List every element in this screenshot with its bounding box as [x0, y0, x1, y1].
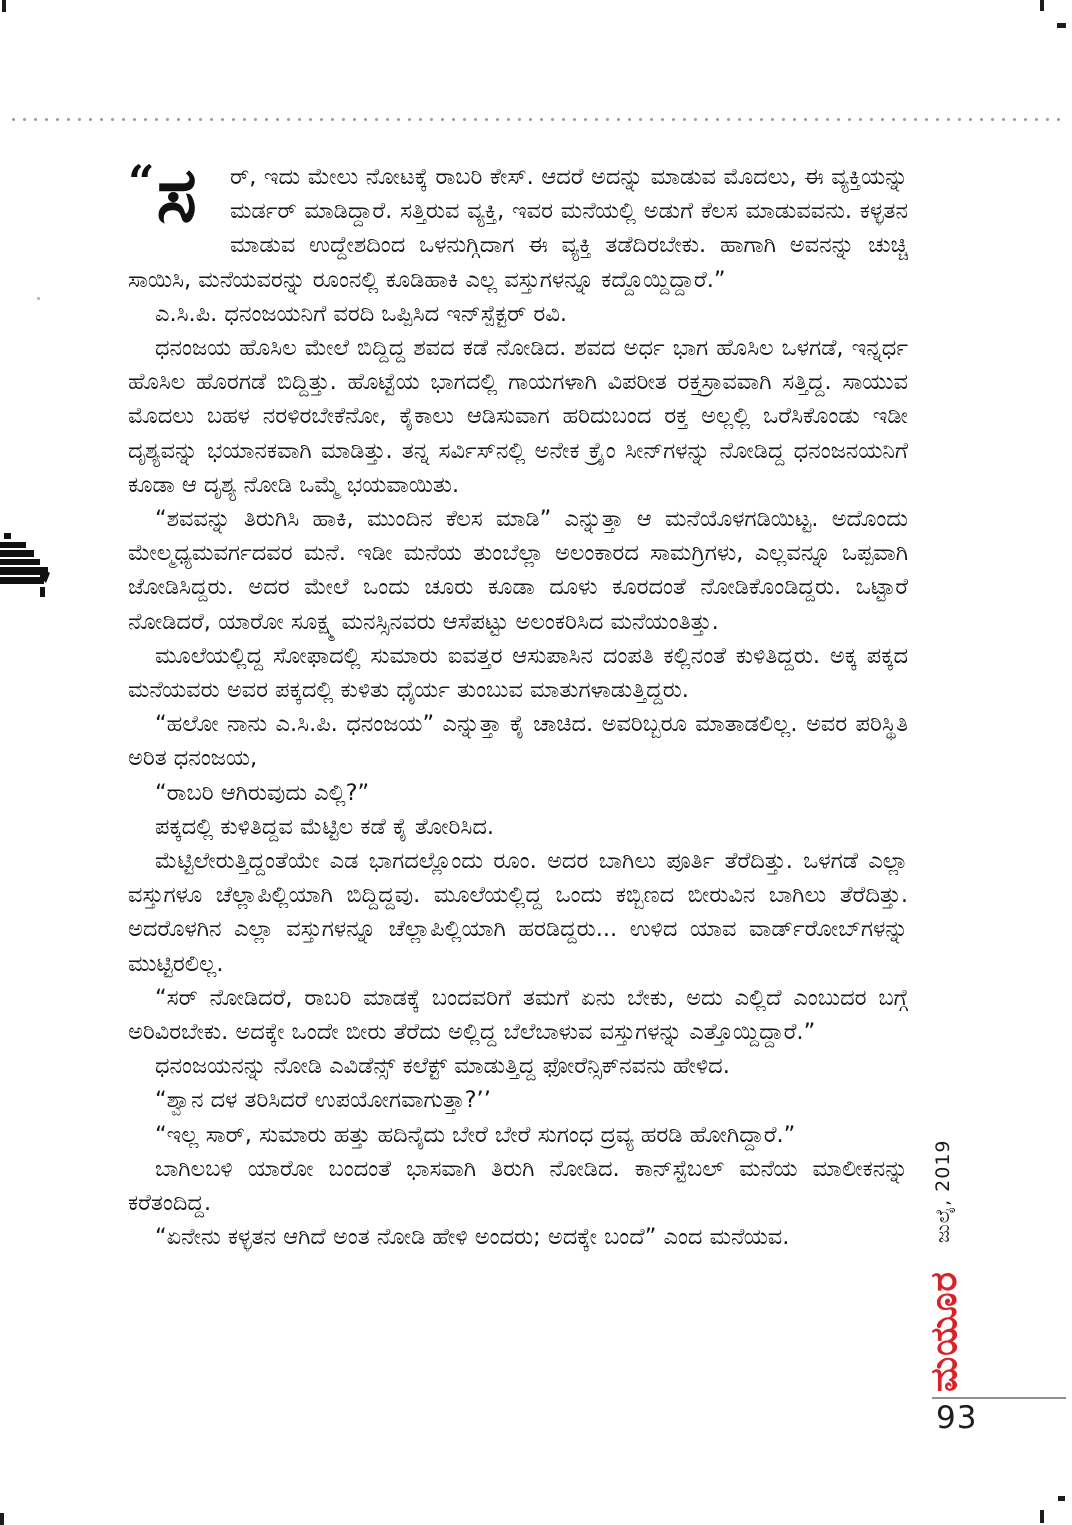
- registration-dash-right-top: [1057, 23, 1066, 28]
- paragraph: ಬಾಗಿಲಬಳಿ ಯಾರೋ ಬಂದಂತೆ ಭಾಸವಾಗಿ ತಿರುಗಿ ನೋಡಿದ. ಕಾನ್‌ಸ್ಟೆಬಲ್ ಮನೆಯ ಮಾಲೀಕನನ್ನು ಕರೆತಂದಿದ್ದ.: [128, 1155, 908, 1217]
- margin-ornament-icon: [0, 533, 52, 603]
- crop-mark-top-right: [1040, 0, 1044, 11]
- dotted-separator-rule: [8, 117, 1066, 122]
- paragraph: “ಸರ್ ನೋಡಿದರೆ, ರಾಬರಿ ಮಾಡಕ್ಕೆ ಬಂದವರಿಗೆ ತಮಗೆ ಏನು ಬೇಕು, ಅದು ಎಲ್ಲಿದೆ ಎಂಬುದರ ಬಗ್ಗೆ ಅರಿವಿರಬೇಕು. ಅದಕ್ಕೇ ಒಂದೇ ಬೀರು ತೆರೆದು ಅಲ್ಲಿದ್ದ ಬೆಲೆಬಾಳುವ ವಸ್ತುಗಳನ್ನು ಎತ್ತೊಯ್ದಿದ್ದಾರೆ.”: [128, 984, 908, 1046]
- paragraph: “ಏನೇನು ಕಳ್ಳತನ ಆಗಿದೆ ಅಂತ ನೋಡಿ ಹೇಳಿ ಅಂದರು; ಅದಕ್ಕೇ ಬಂದೆ” ಎಂದ ಮನೆಯವ.: [155, 1224, 790, 1251]
- paragraph: ಪಕ್ಕದಲ್ಲಿ ಕುಳಿತಿದ್ದವ ಮೆಟ್ಟಿಲ ಕಡೆ ಕೈ ತೋರಿಸಿದ.: [155, 813, 495, 840]
- paragraph: [128, 160, 908, 297]
- crop-mark-top-left: [2, 0, 6, 12]
- paragraph: “ಹಲೋ ನಾನು ಎ.ಸಿ.ಪಿ. ಧನಂಜಯ” ಎನ್ನುತ್ತಾ ಕೈ ಚಾಚಿದ. ಅವರಿಬ್ಬರೂ ಮಾತಾಡಲಿಲ್ಲ. ಅವರ ಪರಿಸ್ಥಿತಿ ಅರಿತ ಧನಂಜಯ,: [128, 711, 908, 772]
- opening-quote-mark: “: [128, 160, 153, 209]
- dropcap-letter: ಸ: [156, 160, 197, 239]
- lede-cap: [128, 160, 224, 239]
- paragraph: “ರಾಬರಿ ಆಗಿರುವುದು ಎಲ್ಲಿ?”: [155, 779, 370, 806]
- paragraph: ಧನಂಜಯ ಹೊಸಿಲ ಮೇಲೆ ಬಿದ್ದಿದ್ದ ಶವದ ಕಡೆ ನೋಡಿದ. ಶವದ ಅರ್ಧ ಭಾಗ ಹೊಸಿಲ ಒಳಗಡೆ, ಇನ್ನರ್ಧ ಹೊಸಿಲ ಹೊರಗಡೆ ಬಿದ್ದಿತ್ತು. ಹೊಟ್ಟೆಯ ಭಾಗದಲ್ಲಿ ಗಾಯಗಳಾಗಿ ವಿಪರೀತ ರಕ್ತಸ್ರಾವವಾಗಿ ಸತ್ತಿದ್ದ. ಸಾಯುವ ಮೊದಲು ಬಹಳ ನರಳಿರಬೇಕೆನೋ, ಕೈಕಾಲು ಆಡಿಸುವಾಗ ಹರಿದುಬಂದ ರಕ್ತ ಅಲ್ಲಲ್ಲಿ ಒರೆಸಿಕೊಂಡು ಇಡೀ ದೃಶ್ಯವನ್ನು ಭಯಾನಕವಾಗಿ ಮಾಡಿತ್ತು. ತನ್ನ ಸರ್ವಿಸ್‌ನಲ್ಲಿ ಅನೇಕ ಕ್ರೈಂ ಸೀನ್‌ಗಳನ್ನು ನೋಡಿದ್ದ ಧನಂಜನಯನಿಗೆ ಕೂಡಾ ಆ ದೃಶ್ಯ ನೋಡಿ ಒಮ್ಮೆ ಭಯವಾಯಿತು.: [128, 335, 908, 498]
- crop-mark-bottom-left: [0, 1513, 4, 1525]
- registration-dash-right-bottom: [1058, 1496, 1065, 1501]
- page-number: 93: [936, 1400, 978, 1436]
- paragraph: ಧನಂಜಯನನ್ನು ನೋಡಿ ಎವಿಡೆನ್ಸ್ ಕಲೆಕ್ಟ್ ಮಾಡುತ್ತಿದ್ದ ಫೋರೆನ್ಸಿಕ್‌ನವನು ಹೇಳಿದ.: [155, 1053, 730, 1080]
- magazine-masthead: ಮಯೂರ: [922, 1271, 965, 1392]
- article-body: [128, 160, 908, 1410]
- paragraph: “ಶ್ವಾನ ದಳ ತರಿಸಿದರೆ ಉಪಯೋಗವಾಗುತ್ತಾ?’’: [155, 1087, 491, 1114]
- scan-speck: [37, 297, 40, 300]
- paragraph: ಮೆಟ್ಟಿಲೇರುತ್ತಿದ್ದಂತೆಯೇ ಎಡ ಭಾಗದಲ್ಲೊಂದು ರೂಂ. ಅದರ ಬಾಗಿಲು ಪೂರ್ತಿ ತೆರೆದಿತ್ತು. ಒಳಗಡೆ ಎಲ್ಲಾ ವಸ್ತುಗಳೂ ಚೆಲ್ಲಾಪಿಲ್ಲಿಯಾಗಿ ಬಿದ್ದಿದ್ದವು. ಮೂಲೆಯಲ್ಲಿದ್ದ ಒಂದು ಕಬ್ಬಿಣದ ಬೀರುವಿನ ಬಾಗಿಲು ತೆರೆದಿತ್ತು. ಅದರೊಳಗಿನ ಎಲ್ಲಾ ವಸ್ತುಗಳನ್ನೂ ಚೆಲ್ಲಾಪಿಲ್ಲಿಯಾಗಿ ಹರಡಿದ್ದರು... ಉಳಿದ ಯಾವ ವಾರ್ಡ್‌ರೋಬ್‌ಗಳನ್ನು ಮುಟ್ಟಿರಲಿಲ್ಲ.: [128, 848, 908, 977]
- paragraph: ಎ.ಸಿ.ಪಿ. ಧನಂಜಯನಿಗೆ ವರದಿ ಒಪ್ಪಿಸಿದ ಇನ್‌ಸ್ಪೆಕ್ಟರ್ ರವಿ.: [155, 300, 567, 327]
- paragraph: ಮೂಲೆಯಲ್ಲಿದ್ದ ಸೋಫಾದಲ್ಲಿ ಸುಮಾರು ಐವತ್ತರ ಆಸುಪಾಸಿನ ದಂಪತಿ ಕಲ್ಲಿನಂತೆ ಕುಳಿತಿದ್ದರು. ಅಕ್ಕ ಪಕ್ಕದ ಮನೆಯವರು ಅವರ ಪಕ್ಕದಲ್ಲಿ ಕುಳಿತು ಧೈರ್ಯ ತುಂಬುವ ಮಾತುಗಳಾಡುತ್ತಿದ್ದರು.: [128, 642, 908, 704]
- paragraph: “ಶವವನ್ನು ತಿರುಗಿಸಿ ಹಾಕಿ, ಮುಂದಿನ ಕೆಲಸ ಮಾಡಿ” ಎನ್ನುತ್ತಾ ಆ ಮನೆಯೊಳಗಡಿಯಿಟ್ಟ. ಅದೊಂದು ಮೇಲ್ಮಧ್ಯಮವರ್ಗದವರ ಮನೆ. ಇಡೀ ಮನೆಯ ತುಂಬೆಲ್ಲಾ ಅಲಂಕಾರದ ಸಾಮಗ್ರಿಗಳು, ಎಲ್ಲವನ್ನೂ ಒಪ್ಪವಾಗಿ ಜೋಡಿಸಿದ್ದರು. ಅದರ ಮೇಲೆ ಒಂದು ಚೂರು ಕೂಡಾ ದೂಳು ಕೂರದಂತೆ ನೋಡಿಕೊಂಡಿದ್ದರು. ಒಟ್ಟಾರೆ ನೋಡಿದರೆ, ಯಾರೋ ಸೂಕ್ಷ್ಮ ಮನಸ್ಸಿನವರು ಆಸೆಪಟ್ಟು ಅಲಂಕರಿಸಿದ ಮನೆಯಂತಿತ್ತು.: [128, 506, 908, 635]
- crop-mark-bottom-right: [1040, 1510, 1044, 1523]
- paragraph-text: ರ್, ಇದು ಮೇಲು ನೋಟಕ್ಕೆ ರಾಬರಿ ಕೇಸ್. ಆದರೆ ಅದನ್ನು ಮಾಡುವ ಮೊದಲು, ಈ ವ್ಯಕ್ತಿಯನ್ನು ಮರ್ಡರ್ ಮಾಡಿದ್ದಾರೆ. ಸತ್ತಿರುವ ವ್ಯಕ್ತಿ, ಇವರ ಮನೆಯಲ್ಲಿ ಅಡುಗೆ ಕೆಲಸ ಮಾಡುವವನು. ಕಳ್ಳತನ ಮಾಡುವ ಉದ್ದೇಶದಿಂದ ಒಳನುಗ್ಗಿದಾಗ ಈ ವ್ಯಕ್ತಿ ತಡೆದಿರಬೇಕು. ಹಾಗಾಗಿ ಅವನನ್ನು ಚುಚ್ಚಿ ಸಾಯಿಸಿ, ಮನೆಯವರನ್ನು ರೂಂನಲ್ಲಿ ಕೂಡಿಹಾಕಿ ಎಲ್ಲ ವಸ್ತುಗಳನ್ನೂ ಕದ್ದೊಯ್ದಿದ್ದಾರೆ.”: [128, 164, 908, 293]
- paragraph: “ಇಲ್ಲ ಸಾರ್, ಸುಮಾರು ಹತ್ತು ಹದಿನೈದು ಬೇರೆ ಬೇರೆ ಸುಗಂಧ ದ್ರವ್ಯ ಹರಡಿ ಹೋಗಿದ್ದಾರೆ.”: [155, 1121, 796, 1148]
- issue-date: ಜುಲೈ, 2019: [932, 1139, 954, 1243]
- folio-rule: [932, 1397, 1066, 1399]
